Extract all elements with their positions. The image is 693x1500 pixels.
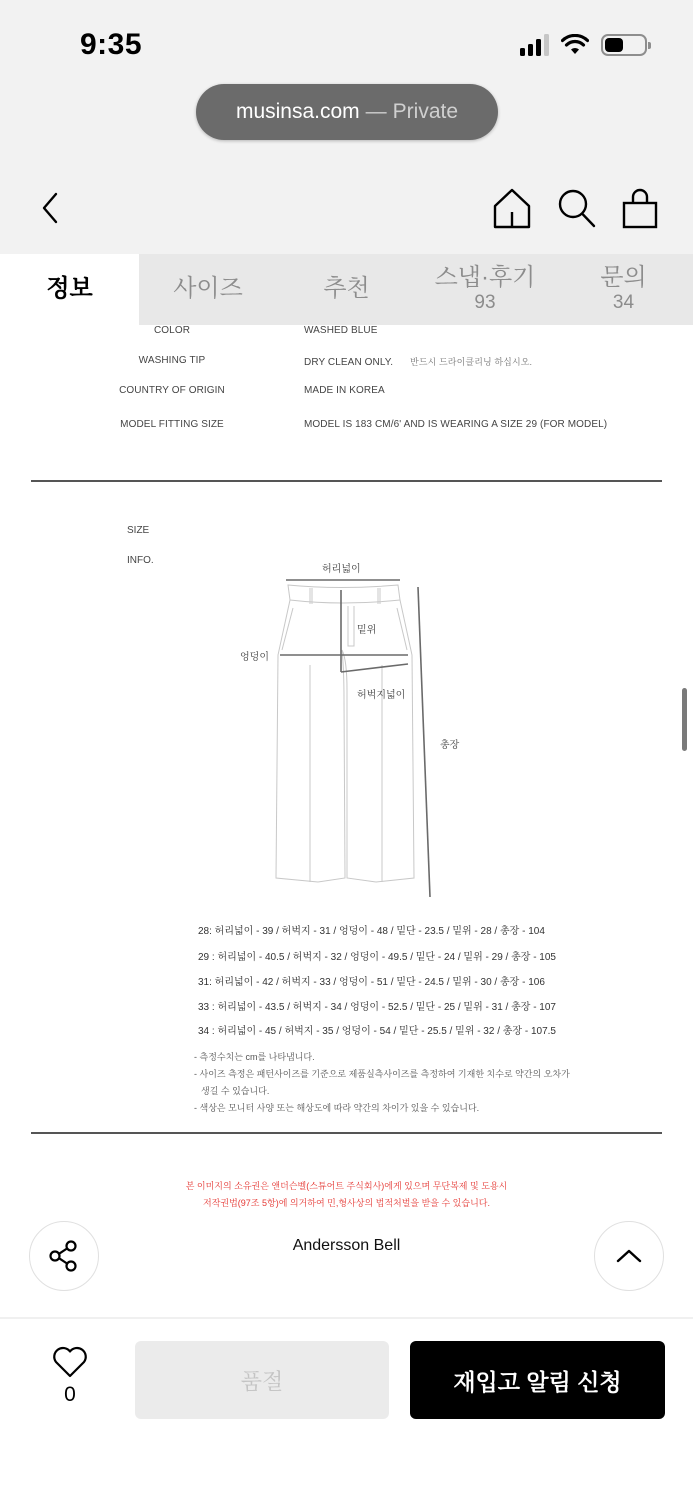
chevron-up-icon (614, 1246, 644, 1266)
spec-value-text: DRY CLEAN ONLY. (304, 357, 394, 368)
spec-value: MADE IN KOREA (304, 385, 385, 396)
signal-icon (520, 34, 549, 56)
spec-label: COLOR (153, 325, 191, 336)
search-icon[interactable] (555, 186, 599, 230)
tab-recommend[interactable] (277, 254, 416, 325)
status-icons (520, 34, 647, 56)
browser-url-area (0, 80, 693, 172)
pants-size-diagram (230, 560, 470, 900)
back-icon[interactable] (30, 188, 70, 228)
size-row: 31: 허리넓이 - 42 / 허벅지 - 33 / 엉덩이 - 51 / 밑단 - 24.5 / 밑위 - 30 / 총장 - 106 (198, 977, 545, 988)
battery-icon (601, 34, 647, 56)
section-divider (31, 480, 662, 482)
tab-label: 추천 (323, 275, 370, 303)
bag-icon[interactable] (618, 186, 662, 230)
soldout-button[interactable]: 품절 (135, 1341, 389, 1419)
copyright-line: 저작권법(97조 5항)에 의거하여 민,형사상의 법적처벌을 받을 수 있습니다. (203, 1198, 490, 1208)
tab-label: 문의 (600, 263, 647, 291)
tab-info[interactable] (0, 254, 139, 325)
product-tabs (0, 254, 693, 325)
note-line: 생길 수 있습니다. (201, 1086, 270, 1096)
spec-value-note: 반드시 드라이클리닝 하십시오. (410, 357, 533, 367)
spec-value (304, 355, 532, 368)
url-bar[interactable] (196, 84, 498, 140)
tab-label: 스냅·후기 (434, 263, 536, 291)
bottom-action-bar (0, 1317, 693, 1500)
size-row: 28: 허리넓이 - 39 / 허벅지 - 31 / 엉덩이 - 48 / 밑단 - 23.5 / 밑위 - 28 / 총장 - 104 (198, 926, 545, 937)
size-info-label: SIZE (127, 525, 150, 536)
heart-icon (51, 1345, 89, 1379)
spec-value: MODEL IS 183 CM/6' AND IS WEARING A SIZE 29 (FOR MODEL) (304, 419, 608, 430)
spec-value: WASHED BLUE (304, 325, 378, 336)
diagram-label-rise: 밑위 (357, 625, 377, 636)
url-separator: — (365, 100, 387, 123)
share-button[interactable] (29, 1221, 99, 1291)
status-time: 9:35 (80, 28, 143, 61)
tab-inquiry[interactable] (554, 254, 693, 325)
wifi-icon (561, 34, 589, 56)
size-row: 34 : 허리넓이 - 45 / 허벅지 - 35 / 엉덩이 - 54 / 밑단 - 25.5 / 밑위 - 32 / 총장 - 107.5 (198, 1026, 556, 1037)
diagram-label-hip: 엉덩이 (240, 652, 269, 663)
section-divider (31, 1132, 662, 1134)
diagram-label-length: 총장 (440, 740, 460, 751)
tab-count: 34 (612, 292, 635, 314)
url-domain: musinsa.com (235, 100, 360, 123)
copyright-notice (0, 1178, 693, 1212)
tab-count: 93 (474, 292, 496, 314)
like-button[interactable] (48, 1345, 92, 1407)
scroll-top-button[interactable] (594, 1221, 664, 1291)
brand-name[interactable]: Andersson Bell (292, 1237, 401, 1254)
spec-label: COUNTRY OF ORIGIN (119, 385, 225, 396)
status-bar (0, 0, 693, 80)
size-notes (194, 1049, 570, 1117)
size-info-label: INFO. (127, 555, 154, 566)
note-line: - 측정수치는 cm를 나타냅니다. (194, 1052, 315, 1062)
spec-label: WASHING TIP (138, 355, 206, 366)
restock-alert-button[interactable]: 재입고 알림 신청 (410, 1341, 665, 1419)
private-mode-label: Private (392, 100, 459, 123)
size-row: 33 : 허리넓이 - 43.5 / 허벅지 - 34 / 엉덩이 - 52.5 / 밑단 - 25 / 밑위 - 31 / 총장 - 107 (198, 1002, 556, 1013)
tab-label: 사이즈 (173, 275, 243, 303)
like-count: 0 (64, 1383, 76, 1406)
scrollbar[interactable] (682, 688, 687, 751)
tab-snap-review[interactable] (416, 254, 554, 325)
spec-label: MODEL FITTING SIZE (120, 419, 224, 430)
size-row: 29 : 허리넓이 - 40.5 / 허벅지 - 32 / 엉덩이 - 49.5 / 밑단 - 24 / 밑위 - 29 / 총장 - 105 (198, 952, 556, 963)
copyright-line: 본 이미지의 소유권은 앤더슨벨(스튜어트 주식회사)에게 있으며 무단복제 및 도용시 (185, 1181, 508, 1191)
nav-header (0, 172, 693, 254)
note-line: - 사이즈 측정은 패턴사이즈를 기준으로 제품실측사이즈를 측정하여 기재한 치수로 약간의 오차가 (194, 1069, 570, 1079)
diagram-label-thigh: 허벅지넓이 (357, 690, 406, 701)
tab-label: 정보 (46, 275, 93, 303)
diagram-label-waist: 허리넓이 (322, 564, 361, 575)
home-icon[interactable] (490, 186, 534, 230)
pants-drawing (230, 560, 470, 900)
note-line: - 색상은 모니터 사양 또는 해상도에 따라 약간의 차이가 있을 수 있습니다. (194, 1103, 480, 1113)
tab-size[interactable] (139, 254, 277, 325)
